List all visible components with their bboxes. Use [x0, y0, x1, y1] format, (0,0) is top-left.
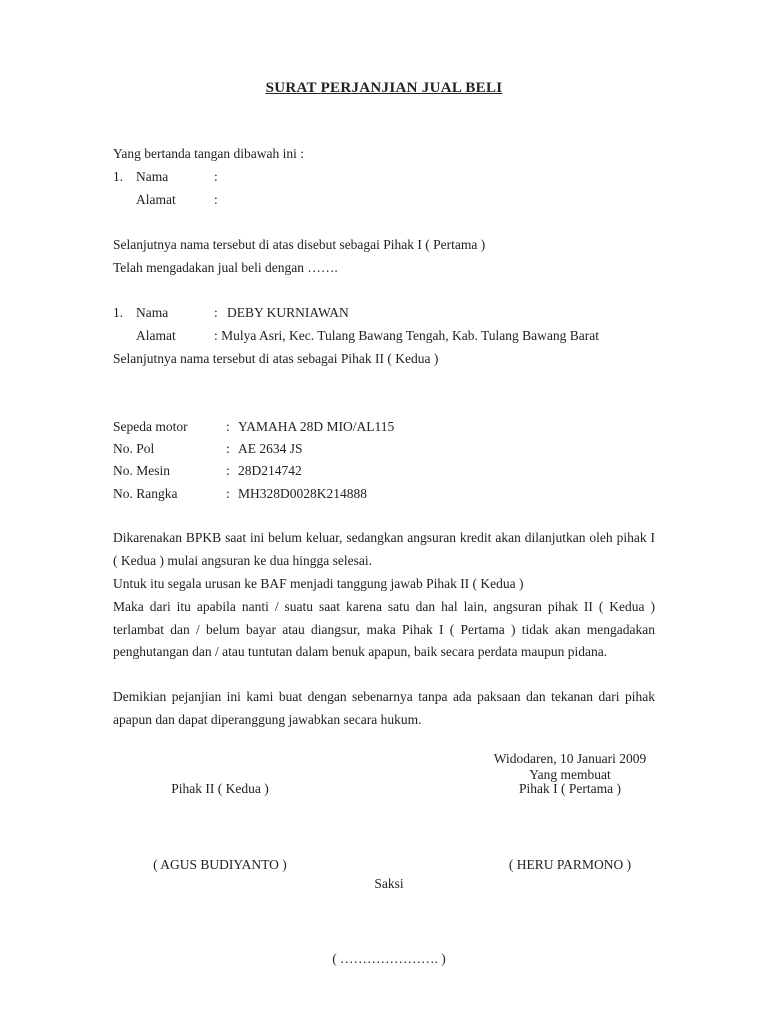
party2-signature-label: Pihak II ( Kedua ) — [171, 781, 269, 796]
vehicle-plate-label: No. Pol — [113, 441, 155, 456]
vehicle-engine-value: 28D214742 — [238, 463, 302, 478]
party1-address-separator: : — [214, 192, 218, 207]
party2-address-value: : Mulya Asri, Kec. Tulang Bawang Tengah, Kab. Tulang Bawang Barat — [214, 328, 600, 343]
party2-name-label: Nama — [136, 305, 169, 320]
document-title: SURAT PERJANJIAN JUAL BELI — [265, 80, 503, 96]
party1-name-label: Nama — [136, 169, 169, 184]
vehicle-type-value: YAMAHA 28D MIO/AL115 — [238, 419, 395, 434]
vehicle-frame-separator: : — [226, 486, 230, 501]
vehicle-plate-separator: : — [226, 441, 230, 456]
witness-name: ( …………………. ) — [332, 951, 446, 966]
vehicle-engine-label: No. Mesin — [113, 463, 170, 478]
vehicle-type-label: Sepeda motor — [113, 419, 188, 434]
made-by-label: Yang membuat — [529, 767, 611, 782]
place-date: Widodaren, 10 Januari 2009 — [493, 751, 647, 766]
body-paragraph-responsibility: Untuk itu segala urusan ke BAF menjadi tanggung jawab Pihak II ( Kedua ) — [113, 576, 524, 591]
party2-note: Selanjutnya nama tersebut di atas sebagai Pihak II ( Kedua ) — [113, 351, 439, 366]
witness-label: Saksi — [374, 876, 404, 891]
party2-number: 1. — [113, 305, 124, 320]
transaction-line: Telah mengadakan jual beli dengan ……. — [113, 260, 338, 275]
vehicle-frame-value: MH328D0028K214888 — [238, 486, 368, 501]
party2-address-label: Alamat — [136, 328, 176, 343]
party2-name-value: DEBY KURNIAWAN — [227, 305, 349, 320]
party1-note: Selanjutnya nama tersebut di atas disebut sebagai Pihak I ( Pertama ) — [113, 237, 486, 252]
party2-name-separator: : — [214, 305, 218, 320]
party1-number: 1. — [113, 169, 124, 184]
party1-name-separator: : — [214, 169, 218, 184]
party1-signatory-name: ( HERU PARMONO ) — [508, 857, 632, 872]
body-paragraph-late-payment: Maka dari itu apabila nanti / suatu saat karena satu dan hal lain, angsuran pihak II ( Kedua ) terlambat dan / belum bayar atau diangsur, maka Pihak I ( Pertama ) tidak akan mengadakan penghutangan dan / atau tuntutan dalam benuk apapun, baik secara perdata maupun pidana. — [113, 599, 655, 659]
party1-signature-label: Pihak I ( Pertama ) — [519, 781, 621, 796]
intro-text: Yang bertanda tangan dibawah ini : — [113, 146, 304, 161]
vehicle-plate-value: AE 2634 JS — [238, 441, 303, 456]
party2-signatory-name: ( AGUS BUDIYANTO ) — [153, 857, 287, 872]
body-paragraph-closing: Demikian pejanjian ini kami buat dengan sebenarnya tanpa ada paksaan dan tekanan dari pihak apapun dan dapat diperanggung jawabkan secara hukum. — [113, 689, 655, 727]
vehicle-type-separator: : — [226, 419, 230, 434]
vehicle-engine-separator: : — [226, 463, 230, 478]
party1-address-label: Alamat — [136, 192, 176, 207]
body-paragraph-bpkb: Dikarenakan BPKB saat ini belum keluar, sedangkan angsuran kredit akan dilanjutkan oleh pihak I ( Kedua ) mulai angsuran ke dua hingga selesai. — [113, 530, 655, 568]
vehicle-frame-label: No. Rangka — [113, 486, 178, 501]
